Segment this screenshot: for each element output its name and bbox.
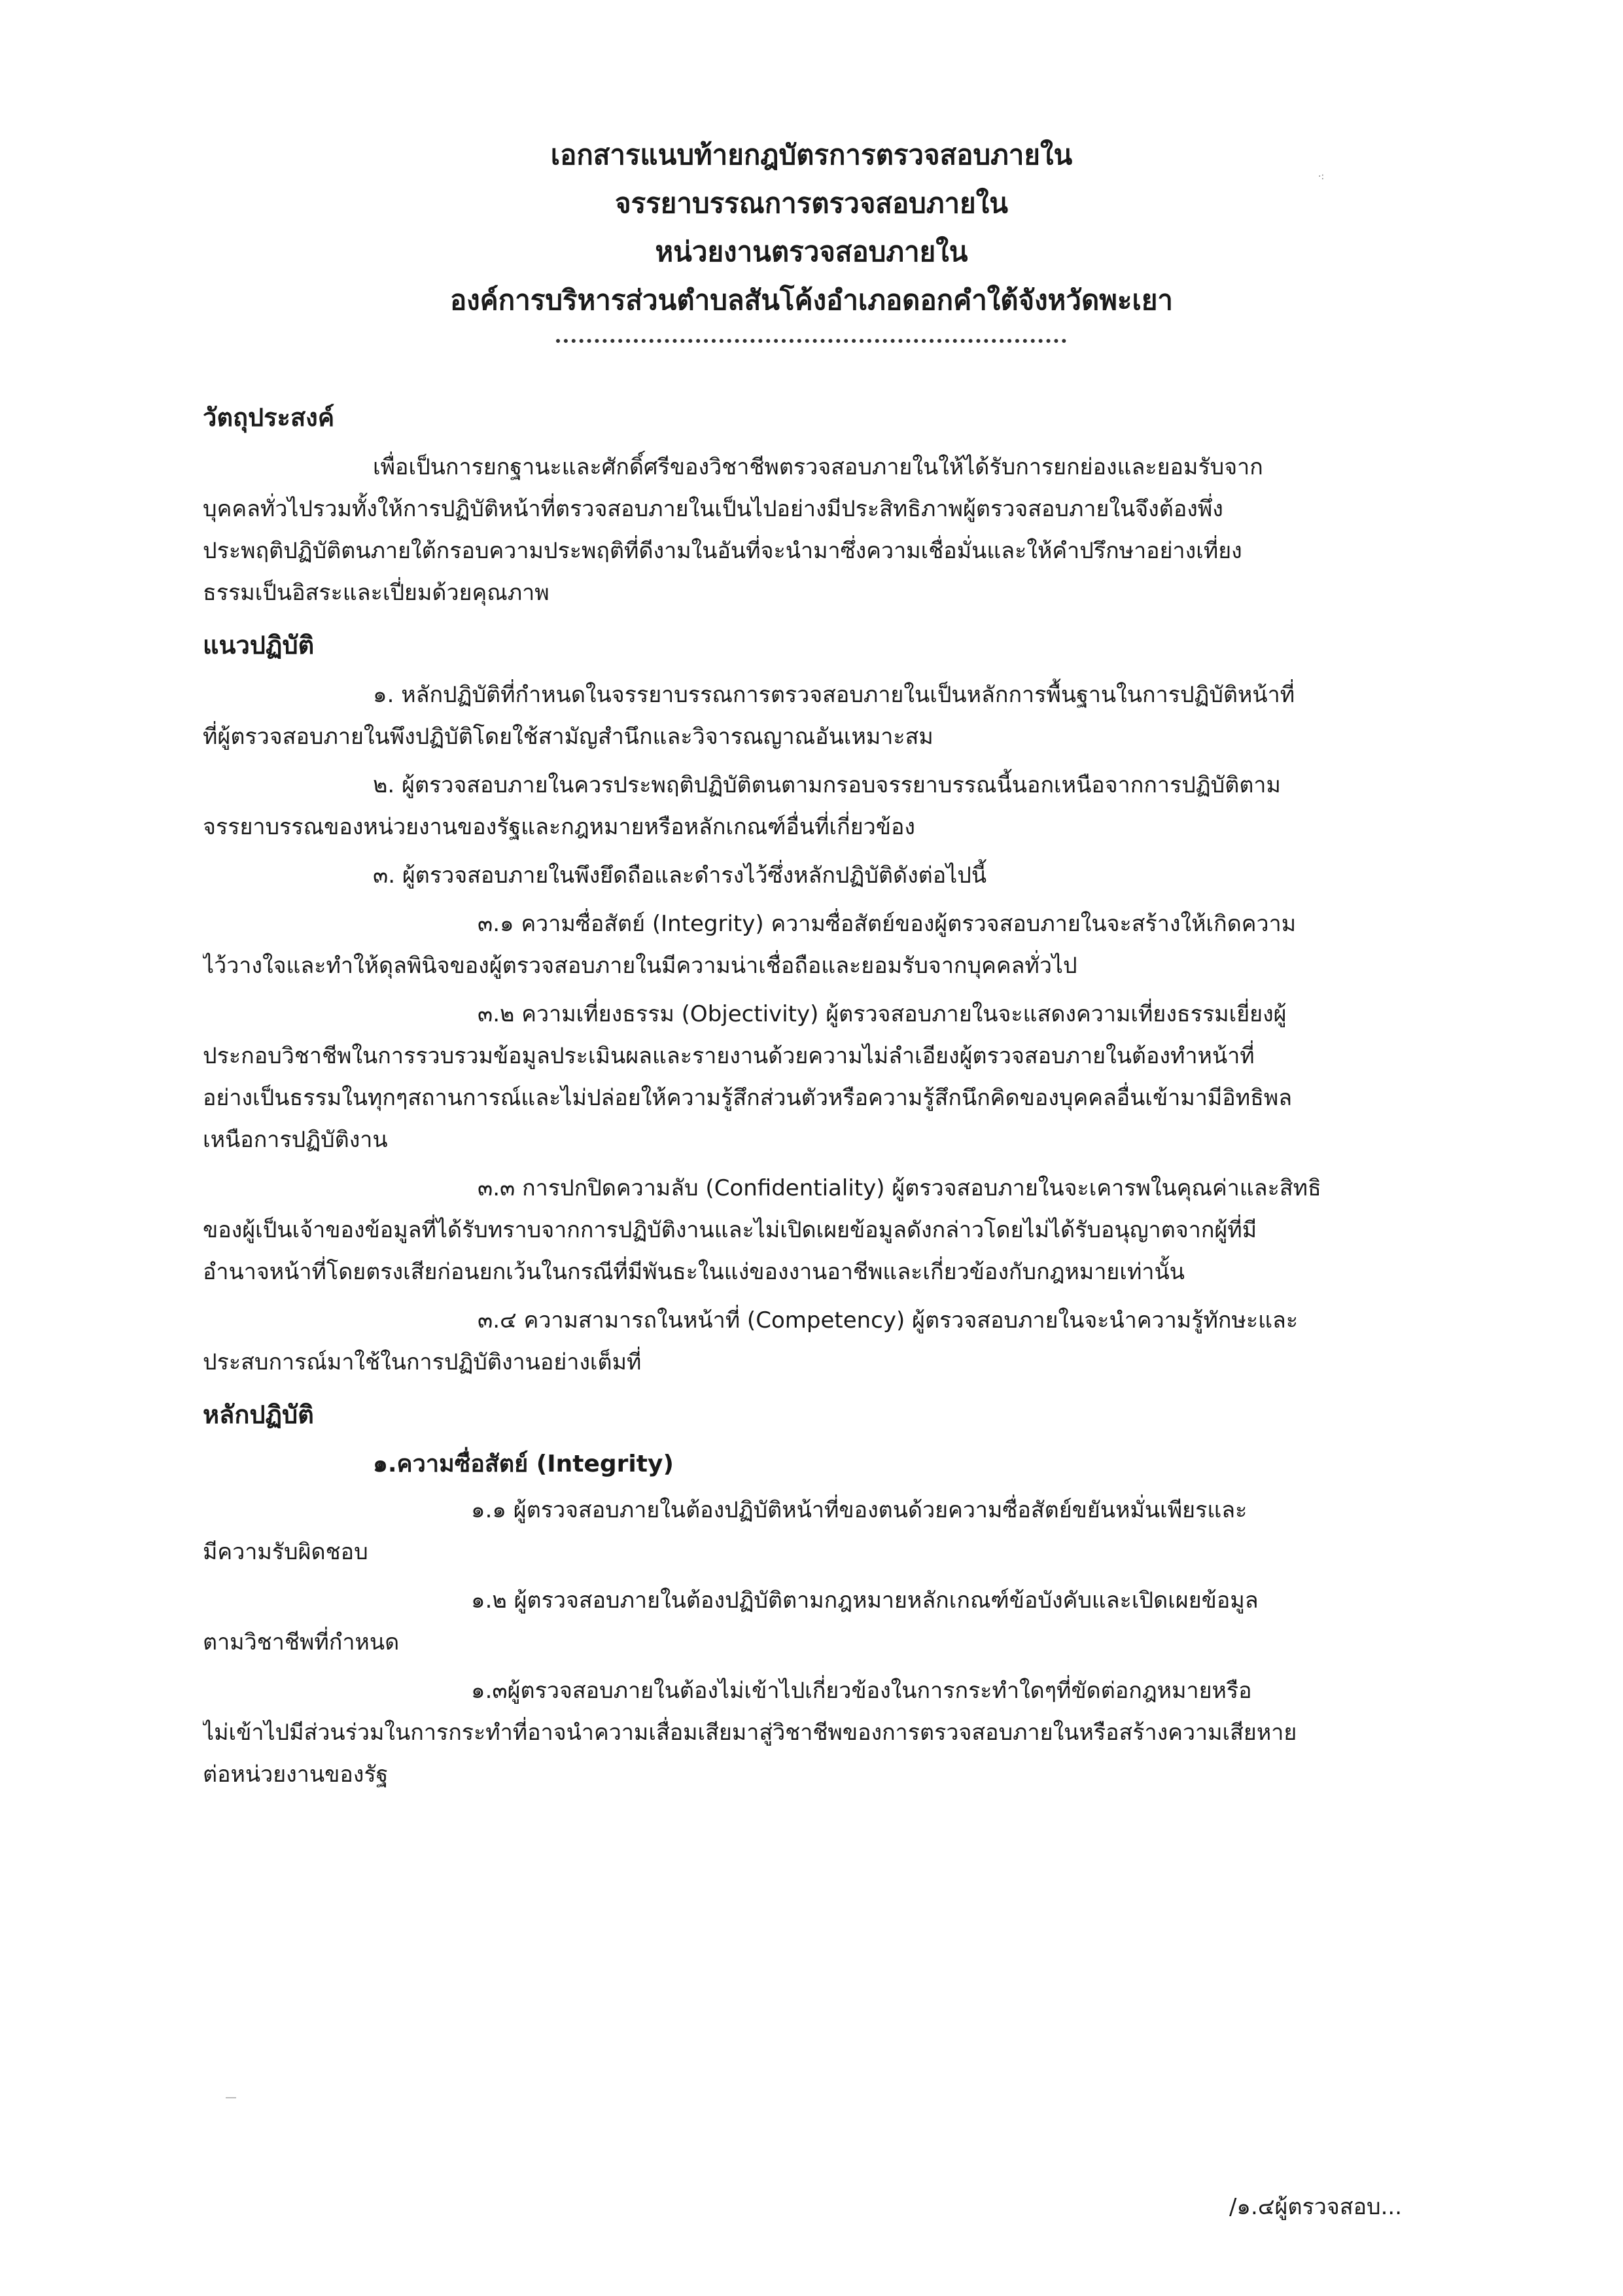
guideline-item-3-2 <box>203 993 1420 1161</box>
document-body <box>203 386 1420 1802</box>
principle-1-1 <box>203 1489 1420 1573</box>
guideline-item-3 <box>203 855 1420 896</box>
text-line: เหนือการปฏิบัติงาน <box>203 1127 388 1153</box>
text-line: อำนาจหน้าที่โดยตรงเสียก่อนยกเว้นในกรณีที่มีพันธะในแง่ของงานอาชีพและเกี่ยวข้องกับกฎหมายเท่านั้น <box>203 1259 1185 1285</box>
principle-1-3 <box>203 1670 1420 1795</box>
scan-mark <box>226 2097 236 2098</box>
guidelines-heading: แนวปฏิบัติ <box>203 631 315 660</box>
guideline-item-2 <box>203 764 1420 848</box>
text-line: จรรยาบรรณของหน่วยงานของรัฐและกฎหมายหรือหลักเกณฑ์อื่นที่เกี่ยวข้อง <box>203 814 915 840</box>
guideline-item-1 <box>203 674 1420 758</box>
guideline-item-3-3 <box>203 1167 1420 1293</box>
objective-paragraph <box>203 446 1420 614</box>
document-header <box>0 131 1623 325</box>
header-line-1: เอกสารแนบท้ายกฎบัตรการตรวจสอบภายใน <box>550 139 1073 171</box>
header-line-3: หน่วยงานตรวจสอบภายใน <box>655 236 968 268</box>
dotted-divider <box>556 339 1066 343</box>
guideline-item-3-1 <box>203 903 1420 987</box>
text-line: ๓.๓ การปกปิดความลับ (Confidentiality) ผู้ตรวจสอบภายในจะเคารพในคุณค่าและสิทธิ <box>478 1175 1321 1201</box>
objective-heading: วัตถุประสงค์ <box>203 403 335 432</box>
principle-subheading-integrity: ๑.ความซื่อสัตย์ (Integrity) <box>373 1451 674 1477</box>
principle-1-2 <box>203 1580 1420 1663</box>
text-line: เพื่อเป็นการยกฐานะและศักดิ์ศรีของวิชาชีพตรวจสอบภายในให้ได้รับการยกย่องและยอมรับจาก <box>373 454 1263 480</box>
scan-speck: ·: <box>1318 171 1325 182</box>
text-line: ๒. ผู้ตรวจสอบภายในควรประพฤติปฏิบัติตนตามกรอบจรรยาบรรณนี้นอกเหนือจากการปฏิบัติตาม <box>373 772 1281 798</box>
text-line: ๑. หลักปฏิบัติที่กำหนดในจรรยาบรรณการตรวจสอบภายในเป็นหลักการพื้นฐานในการปฏิบัติหน้าที่ <box>373 682 1295 708</box>
text-line: ตามวิชาชีพที่กำหนด <box>203 1629 400 1655</box>
text-line: ประพฤติปฏิบัติตนภายใต้กรอบความประพฤติที่ดีงามในอันที่จะนำมาซึ่งความเชื่อมั่นและให้คำปรึกษาอย่างเที่ยง <box>203 538 1242 564</box>
header-line-2: จรรยาบรรณการตรวจสอบภายใน <box>615 187 1008 219</box>
text-line: ไว้วางใจและทำให้ดุลพินิจของผู้ตรวจสอบภายในมีความน่าเชื่อถือและยอมรับจากบุคคลทั่วไป <box>203 953 1077 979</box>
text-line: ไม่เข้าไปมีส่วนร่วมในการกระทำที่อาจนำความเสื่อมเสียมาสู่วิชาชีพของการตรวจสอบภายในหรือสร้างความเสียหาย <box>203 1720 1297 1746</box>
header-line-4: องค์การบริหารส่วนตำบลสันโค้งอำเภอดอกคำใต้จังหวัดพะเยา <box>449 284 1174 316</box>
text-line: ๓.๔ ความสามารถในหน้าที่ (Competency) ผู้ตรวจสอบภายในจะนำความรู้ทักษะและ <box>478 1307 1299 1333</box>
text-line: ๓.๑ ความซื่อสัตย์ (Integrity) ความซื่อสัตย์ของผู้ตรวจสอบภายในจะสร้างให้เกิดความ <box>478 911 1297 937</box>
continuation-marker: /๑.๔ผู้ตรวจสอบ... <box>1229 2194 1402 2220</box>
text-line: ๓.๒ ความเที่ยงธรรม (Objectivity) ผู้ตรวจสอบภายในจะแสดงความเที่ยงธรรมเยี่ยงผู้ <box>478 1001 1287 1027</box>
text-line: ธรรมเป็นอิสระและเปี่ยมด้วยคุณภาพ <box>203 580 550 606</box>
text-line: ๑.๓ผู้ตรวจสอบภายในต้องไม่เข้าไปเกี่ยวข้องในการกระทำใดๆที่ขัดต่อกฎหมายหรือ <box>471 1678 1252 1704</box>
text-line: ๑.๒ ผู้ตรวจสอบภายในต้องปฏิบัติตามกฎหมายหลักเกณฑ์ข้อบังคับและเปิดเผยข้อมูล <box>471 1587 1259 1614</box>
text-line: ประกอบวิชาชีพในการรวบรวมข้อมูลประเมินผลและรายงานด้วยความไม่ลำเอียงผู้ตรวจสอบภายในต้องทำหน้าที่ <box>203 1043 1255 1069</box>
guideline-item-3-4 <box>203 1299 1420 1383</box>
text-line: ๑.๑ ผู้ตรวจสอบภายในต้องปฏิบัติหน้าที่ของตนด้วยความซื่อสัตย์ขยันหมั่นเพียรและ <box>471 1497 1248 1523</box>
text-line: อย่างเป็นธรรมในทุกๆสถานการณ์และไม่ปล่อยให้ความรู้สึกส่วนตัวหรือความรู้สึกนึกคิดของบุคคลอื่นเข้ามามีอิทธิพล <box>203 1085 1293 1111</box>
text-line: ต่อหน่วยงานของรัฐ <box>203 1761 389 1788</box>
principles-heading: หลักปฏิบัติ <box>203 1400 314 1429</box>
text-line: มีความรับผิดชอบ <box>203 1539 368 1565</box>
text-line: ๓. ผู้ตรวจสอบภายในพึงยึดถือและดำรงไว้ซึ่งหลักปฏิบัติดังต่อไปนี้ <box>373 862 987 889</box>
text-line: ของผู้เป็นเจ้าของข้อมูลที่ได้รับทราบจากการปฏิบัติงานและไม่เปิดเผยข้อมูลดังกล่าวโดยไม่ได้รับอนุญาตจากผู้ที่มี <box>203 1217 1257 1243</box>
text-line: บุคคลทั่วไปรวมทั้งให้การปฏิบัติหน้าที่ตรวจสอบภายในเป็นไปอย่างมีประสิทธิภาพผู้ตรวจสอบภายในจึงต้องพึ่ง <box>203 496 1223 522</box>
text-line: ประสบการณ์มาใช้ในการปฏิบัติงานอย่างเต็มที่ <box>203 1349 642 1375</box>
text-line: ที่ผู้ตรวจสอบภายในพึงปฏิบัติโดยใช้สามัญสำนึกและวิจารณญาณอันเหมาะสม <box>203 724 934 750</box>
